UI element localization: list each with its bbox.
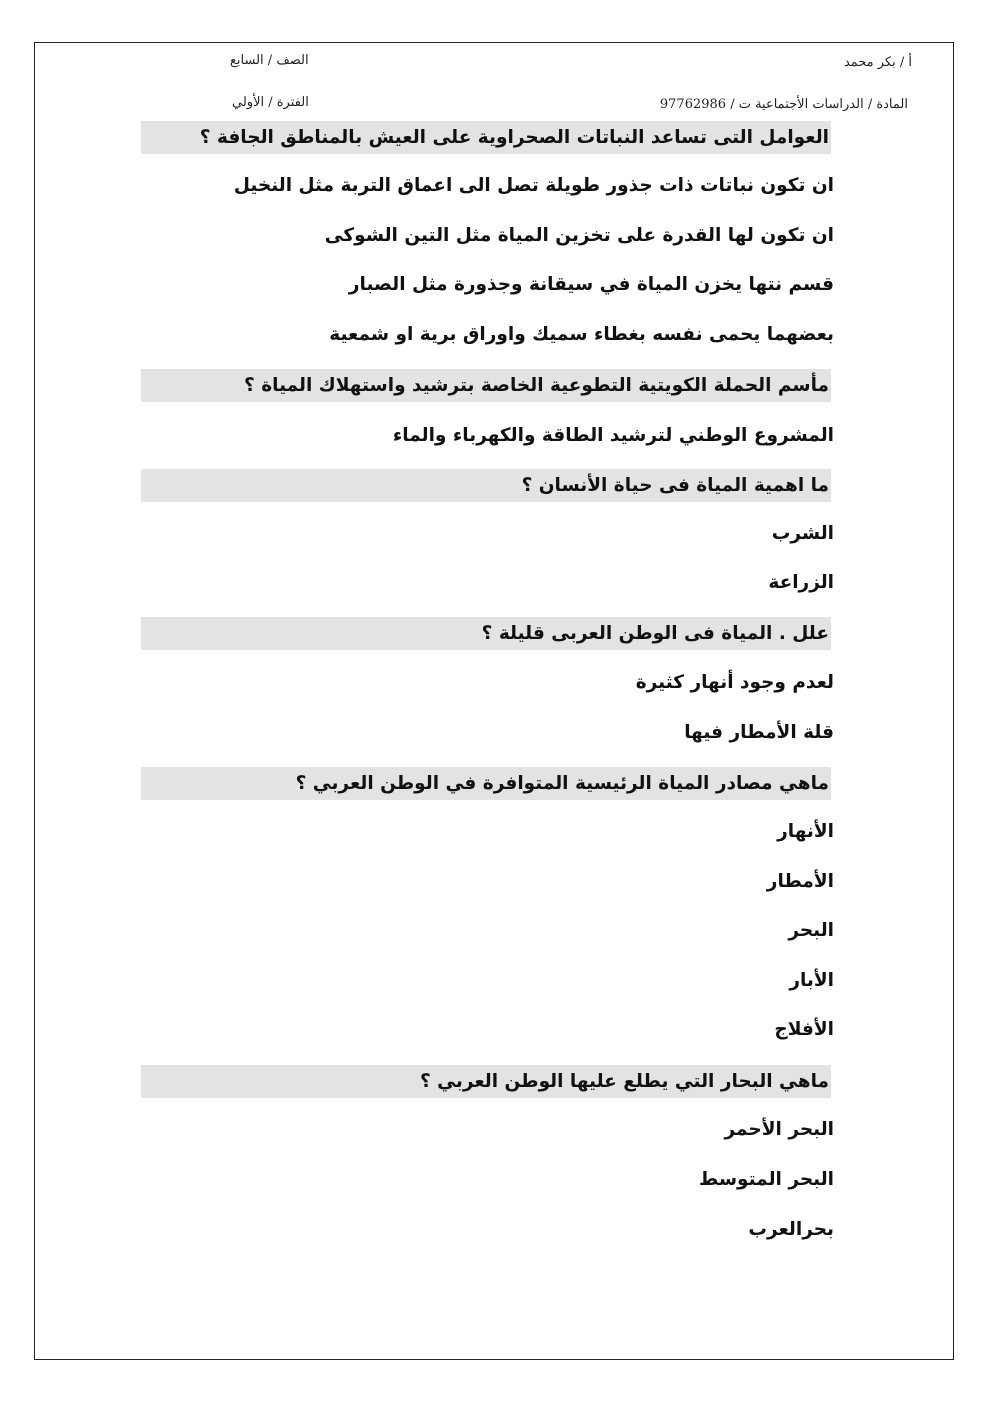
answer-5-5: الأفلاج [774, 1019, 834, 1040]
phone-number: 97762986 [659, 97, 727, 112]
subject-label: المادة / الدراسات الأجتماعية ت / [730, 97, 908, 112]
answer-6-1: البحر الأحمر [724, 1119, 834, 1140]
question-text: ماهي البحار التي يطلع عليها الوطن العربي ؟ [419, 1070, 829, 1092]
answer-5-2: الأمطار [766, 871, 834, 892]
period-label: الفترة / الأولي [232, 95, 309, 110]
subject-line [660, 97, 908, 112]
question-1 [141, 121, 831, 154]
answer-4-1: لعدم وجود أنهار كثيرة [635, 672, 834, 693]
grade-label: الصف / السابع [230, 53, 309, 68]
question-3 [141, 469, 831, 502]
answer-5-1: الأنهار [777, 821, 834, 842]
teacher-name: أ / بكر محمد [843, 55, 912, 70]
answer-6-3: بحرالعرب [748, 1219, 834, 1240]
question-4 [141, 617, 831, 650]
question-text: علل . المياة فى الوطن العربى قليلة ؟ [481, 622, 829, 644]
answer-2-1: المشروع الوطني لترشيد الطاقة والكهرباء والماء [392, 425, 834, 446]
answer-1-1: ان تكون نباتات ذات جذور طويلة تصل الى اعماق التربة مثل النخيل [233, 175, 834, 196]
question-2 [141, 369, 831, 402]
answer-6-2: البحر المتوسط [699, 1169, 834, 1190]
answer-3-2: الزراعة [768, 572, 834, 593]
answer-4-2: قلة الأمطار فيها [684, 722, 834, 743]
question-text: ما اهمية المياة فى حياة الأنسان ؟ [521, 474, 829, 496]
question-5 [141, 767, 831, 800]
answer-1-3: قسم نتها يخزن المياة في سيقانة وجذورة مثل الصبار [348, 274, 834, 295]
question-text: مأسم الحملة الكويتية التطوعية الخاصة بترشيد واستهلاك المياة ؟ [244, 374, 829, 396]
answer-1-4: بعضهما يحمى نفسه بغطاء سميك واوراق برية او شمعية [329, 324, 834, 345]
answer-5-3: البحر [788, 920, 834, 941]
question-text: ماهي مصادر المياة الرئيسية المتوافرة في الوطن العربي ؟ [295, 772, 829, 794]
question-text: العوامل التى تساعد النباتات الصحراوية على العيش بالمناطق الجافة ؟ [199, 126, 829, 148]
question-6 [141, 1065, 831, 1098]
answer-1-2: ان تكون لها القدرة على تخزين المياة مثل التين الشوكى [324, 225, 834, 246]
answer-3-1: الشرب [771, 523, 834, 544]
answer-5-4: الأبار [789, 970, 834, 991]
